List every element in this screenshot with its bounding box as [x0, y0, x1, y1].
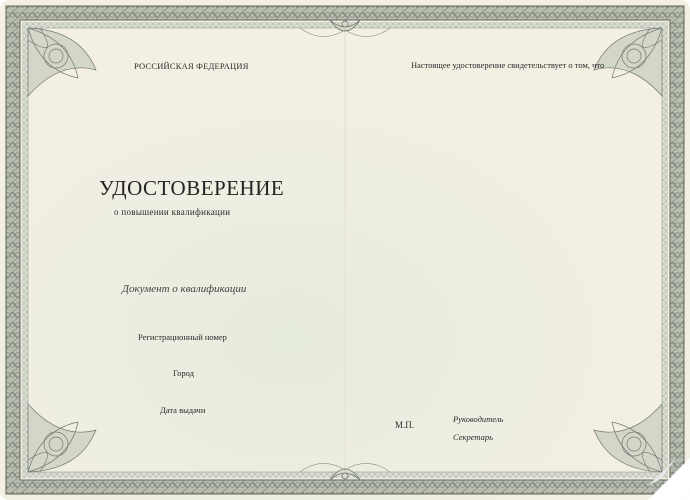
corner-ornament-top-left	[28, 28, 96, 96]
issue-date-label: Дата выдачи	[160, 405, 206, 415]
corner-ornament-bottom-right	[594, 404, 662, 472]
city-label: Город	[173, 368, 194, 378]
intro-text: Настоящее удостоверение свидетельствует о том, что	[411, 60, 605, 70]
document-type-label: Документ о квалификации	[122, 283, 247, 295]
registration-number-label: Регистрационный номер	[138, 332, 227, 342]
corner-ornament-bottom-left	[28, 404, 96, 472]
document-title: УДОСТОВЕРЕНИЕ	[99, 176, 285, 200]
country-label: РОССИЙСКАЯ ФЕДЕРАЦИЯ	[134, 61, 249, 71]
stamp-label: М.П.	[395, 420, 415, 430]
document-subtitle: о повышении квалификации	[114, 207, 231, 217]
head-signature-label: Руководитель	[453, 414, 504, 424]
secretary-signature-label: Секретарь	[453, 432, 493, 442]
